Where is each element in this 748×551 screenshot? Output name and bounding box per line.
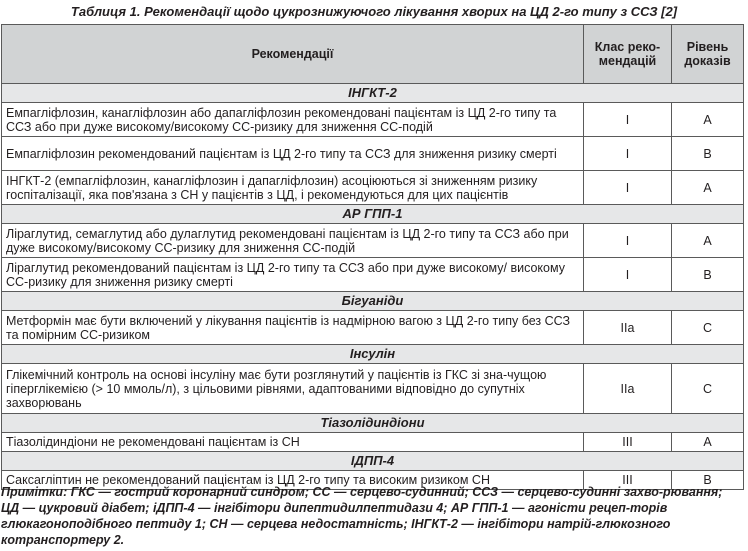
table-row xyxy=(2,103,744,137)
table-row xyxy=(2,258,744,292)
section-row-ingkt2 xyxy=(2,84,744,103)
recommendation-class: IIa xyxy=(584,364,672,414)
recommendation-class: III xyxy=(584,433,672,452)
table-row xyxy=(2,433,744,452)
section-title: Бігуаніди xyxy=(2,292,744,311)
table-row xyxy=(2,311,744,345)
recommendation-text: Глікемічний контроль на основі інсуліну має бути розглянутий у пацієнтів із ГКС зі зна-чущою гіперглікемією (> 10 ммоль/л), з цільовими рівнями, адаптованими відповідно до супутніх захворювань xyxy=(2,364,584,414)
evidence-level: A xyxy=(672,224,744,258)
section-title: ІДПП-4 xyxy=(2,452,744,471)
recommendation-class: IIa xyxy=(584,311,672,345)
header-row xyxy=(2,25,744,84)
table-row xyxy=(2,364,744,414)
section-row-biguanides xyxy=(2,292,744,311)
evidence-level: C xyxy=(672,364,744,414)
recommendation-text: Ліраглутид, семаглутид або дулаглутид рекомендовані пацієнтам із ЦД 2-го типу та ССЗ або при дуже високому/високому СС-ризику для зниження СС-подій xyxy=(2,224,584,258)
section-row-thiazolidinediones xyxy=(2,414,744,433)
evidence-level: A xyxy=(672,171,744,205)
recommendation-class: I xyxy=(584,171,672,205)
section-title: АР ГПП-1 xyxy=(2,205,744,224)
recommendation-text: Метформін має бути включений у лікування пацієнтів із надмірною вагою з ЦД 2-го типу без ССЗ та помірним СС-ризиком xyxy=(2,311,584,345)
table-row xyxy=(2,171,744,205)
evidence-level: C xyxy=(672,311,744,345)
section-row-insulin xyxy=(2,345,744,364)
recommendation-text: Емпагліфлозин рекомендований пацієнтам із ЦД 2-го типу та ССЗ для зниження ризику смерті xyxy=(2,137,584,171)
evidence-level: B xyxy=(672,137,744,171)
recommendation-class: I xyxy=(584,103,672,137)
recommendation-class: I xyxy=(584,137,672,171)
table-row xyxy=(2,224,744,258)
table-row xyxy=(2,137,744,171)
evidence-level: A xyxy=(672,433,744,452)
section-title: Інсулін xyxy=(2,345,744,364)
recommendation-text: ІНГКТ-2 (емпагліфлозин, канагліфлозин і дапагліфлозин) асоціюються зі зниженням ризику госпіталізації, яка пов'язана з СН у пацієнтів з ЦД, і рекомендуються для цих пацієнтів xyxy=(2,171,584,205)
section-row-ar-gpp1 xyxy=(2,205,744,224)
table-notes: Примітки: ГКС — гострий коронарний синдром; СС — серцево-судинний; ССЗ — серцево-судинні захво-рювання; ЦД — цукровий діабет; іДПП-4 — інгібітори дипептидилпептидази 4; АР ГПП-1 — агоністи рецеп-торів глюкагоноподібного пептиду 1; СН — серцева недостатність; ІНГКТ-2 — інгібітори натрій-глюкозного котранспортеру 2. xyxy=(1,485,723,547)
recommendation-class: I xyxy=(584,258,672,292)
section-title: Тіазолідиндіони xyxy=(2,414,744,433)
recommendation-text: Ліраглутид рекомендований пацієнтам із ЦД 2-го типу та ССЗ або при дуже високому/ високому СС-ризику для зниження ризику смерті xyxy=(2,258,584,292)
recommendation-class: III xyxy=(584,471,672,490)
recommendation-text: Тіазолідиндіони не рекомендовані пацієнтам із СН xyxy=(2,433,584,452)
header-class: Клас реко-мендацій xyxy=(584,25,672,84)
evidence-level: B xyxy=(672,258,744,292)
header-level: Рівень доказів xyxy=(672,25,744,84)
recommendations-table xyxy=(1,24,744,490)
recommendation-class: I xyxy=(584,224,672,258)
recommendation-text: Саксагліптин не рекомендований пацієнтам із ЦД 2-го типу та високим ризиком СН xyxy=(2,471,584,490)
section-row-idpp4 xyxy=(2,452,744,471)
header-recommendations: Рекомендації xyxy=(2,25,584,84)
table-title: Таблиця 1. Рекомендації щодо цукрознижуючого лікування хворих на ЦД 2-го типу з ССЗ [2] xyxy=(70,4,678,19)
evidence-level: A xyxy=(672,103,744,137)
section-title: ІНГКТ-2 xyxy=(2,84,744,103)
recommendation-text: Емпагліфлозин, канагліфлозин або дапагліфлозин рекомендовані пацієнтам із ЦД 2-го типу та ССЗ або при дуже високому/високому СС-ризику для зниження СС-подій xyxy=(2,103,584,137)
evidence-level: B xyxy=(672,471,744,490)
